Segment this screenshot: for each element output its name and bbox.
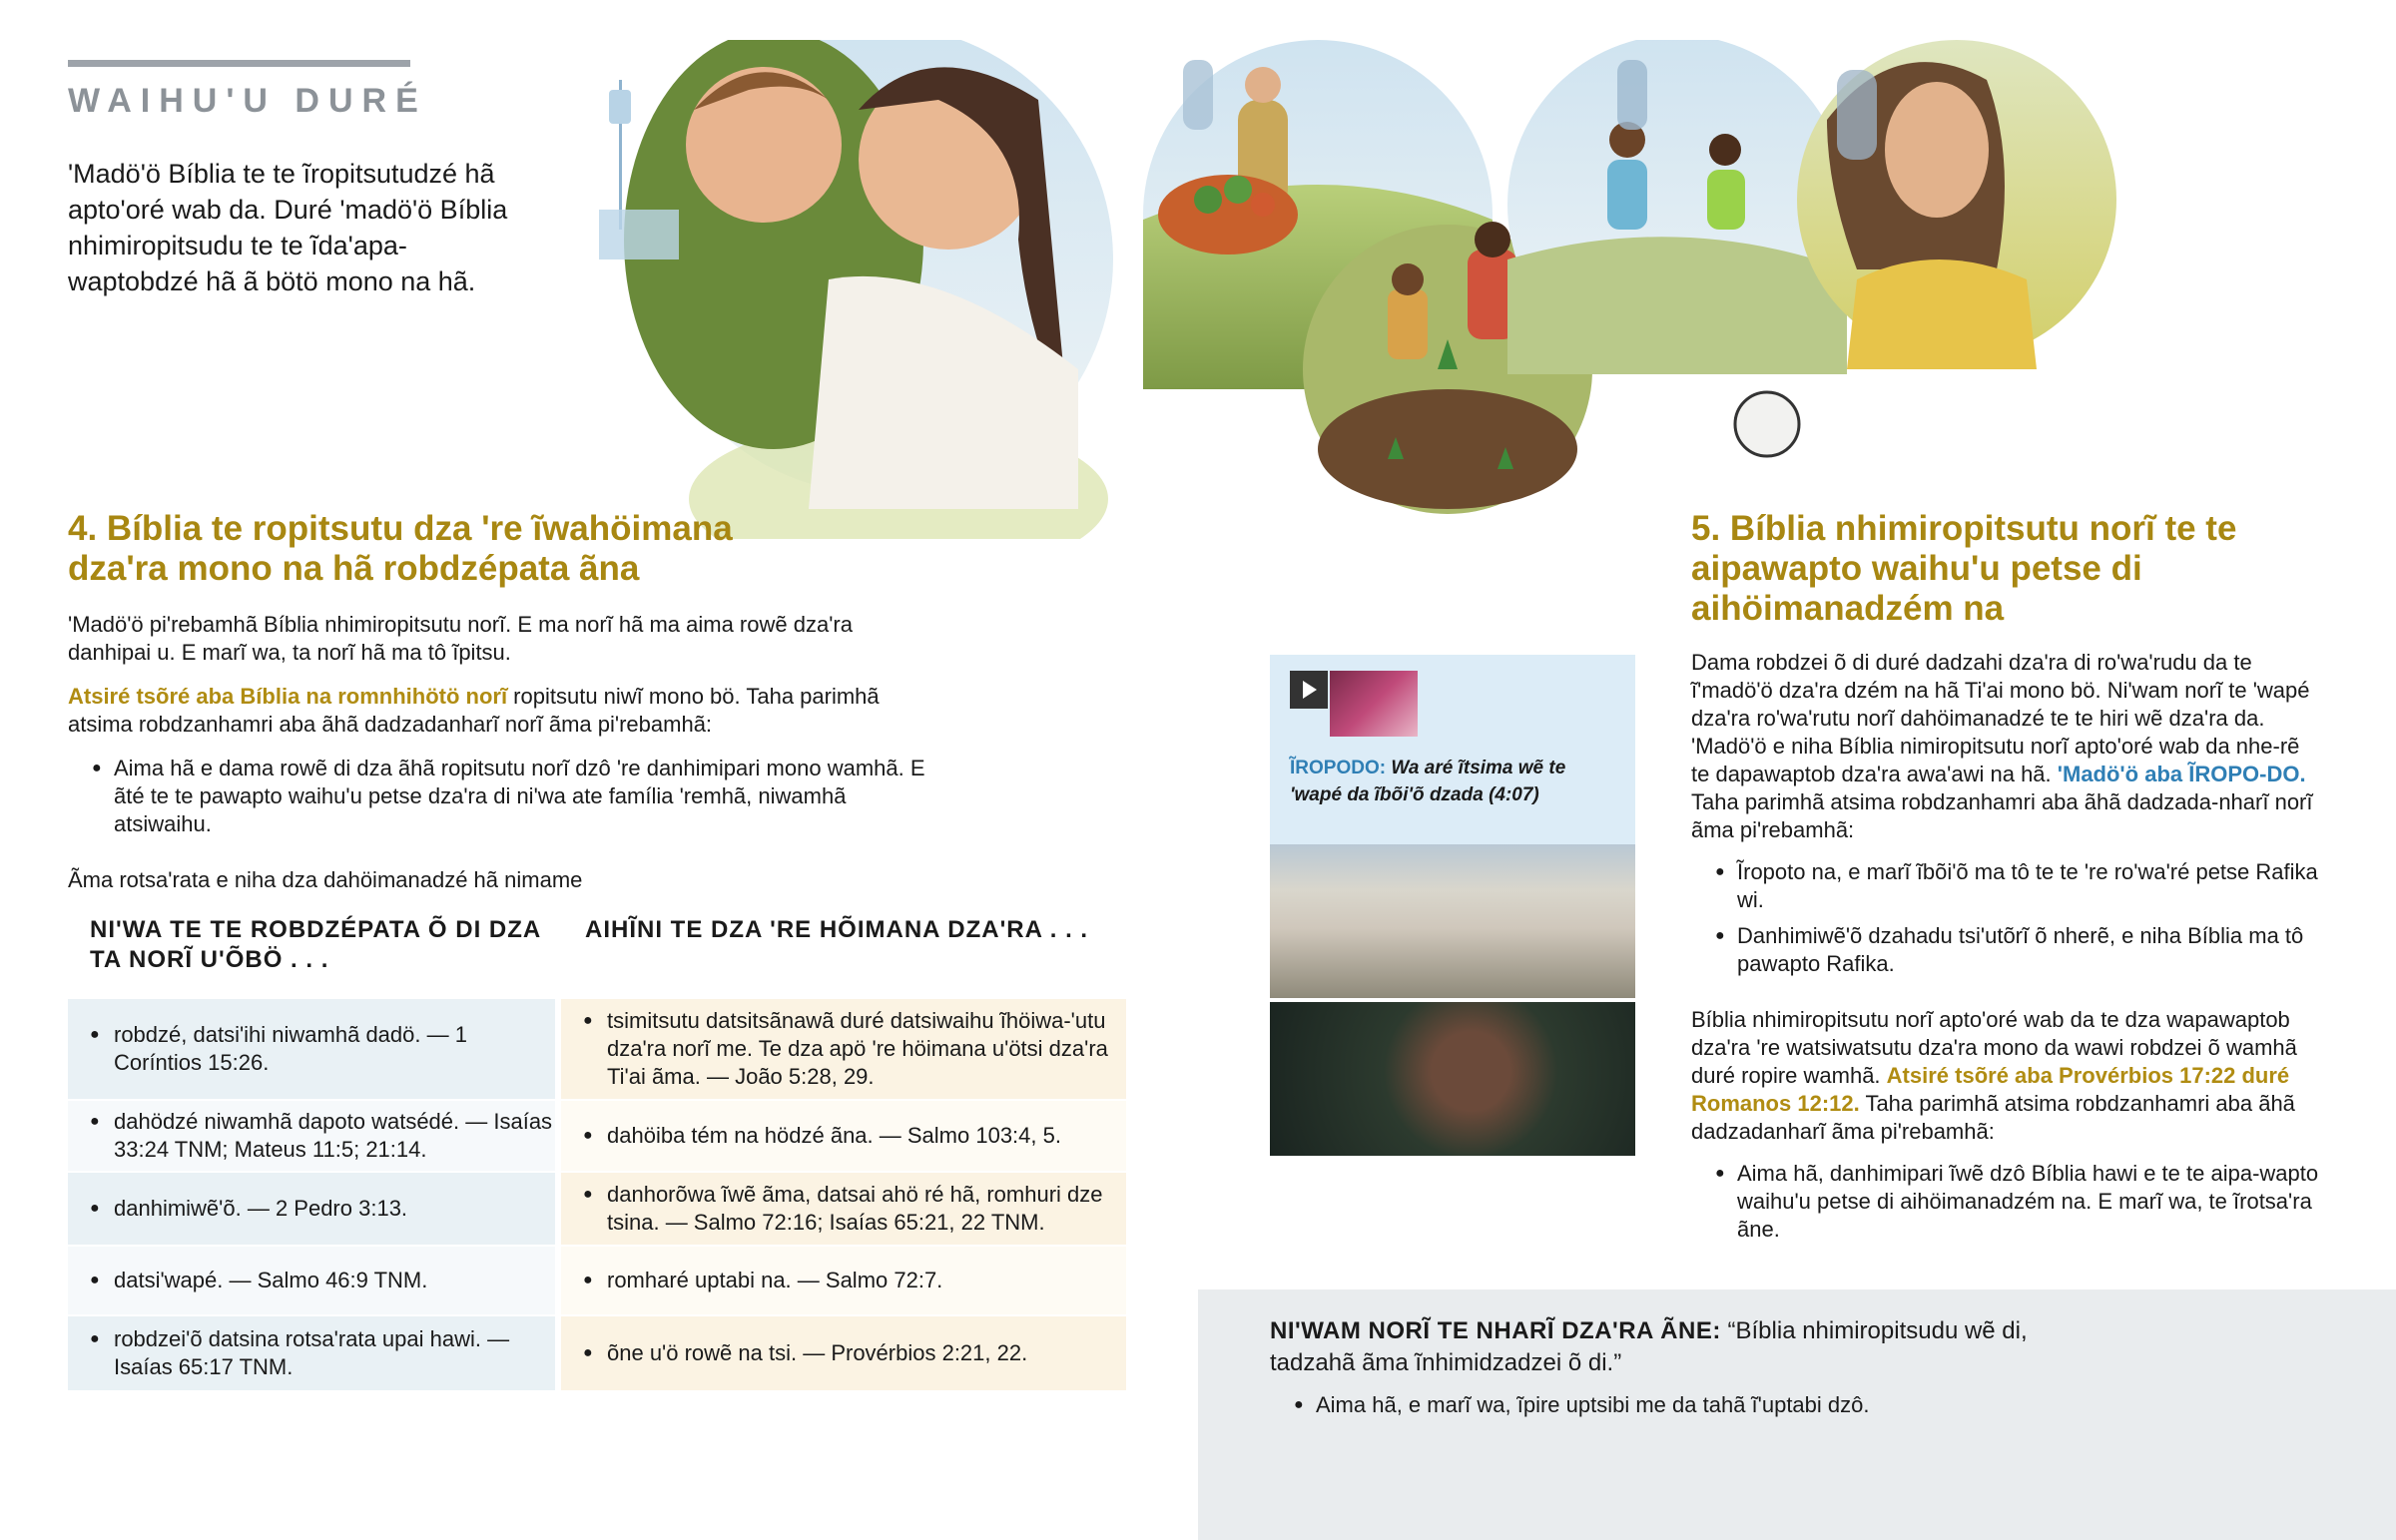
header-rule bbox=[68, 60, 410, 67]
intro-text: 'Madö'ö Bíblia te te ĩropitsutudzé hã apto'oré wab da. Duré 'madö'ö Bíblia nhimiropitsudu te te ĩda'apa-waptobdzé hã ã bötö mono na hã. bbox=[68, 159, 508, 296]
table-row bbox=[68, 1101, 1126, 1171]
video-card[interactable] bbox=[1270, 655, 1635, 1156]
section-5-bullets-1 bbox=[1691, 858, 2320, 978]
table-cell-right: ● romharé uptabi na. — Salmo 72:7. bbox=[561, 1267, 942, 1294]
table-cell-right: ● õne u'ö rowẽ na tsi. — Provérbios 2:21, 22. bbox=[561, 1339, 1027, 1367]
list-item: ● Aima hã e dama rowẽ di dza ãhã ropitsutu norĩ dzô 're danhimipari mono wamhã. E ãté te te pawapto waihu'u petse dza'ra di ni'wa ate família 'remhã, niwamhã atsiwaihu. bbox=[68, 755, 926, 838]
table-cell-left: ● robdzei'õ datsina rotsa'rata upai hawi. — Isaías 65:17 TNM. bbox=[68, 1325, 555, 1381]
video-card-header bbox=[1270, 655, 1635, 844]
table-cell-left: ● dahödzé niwamhã dapoto watsédé. — Isaías 33:24 TNM; Mateus 11:5; 21:14. bbox=[68, 1108, 555, 1164]
table-cell-left: ● datsi'wapé. — Salmo 46:9 TNM. bbox=[68, 1267, 427, 1294]
video-still-smiling-woman bbox=[1270, 1002, 1635, 1156]
table-cell-right: ● dahöiba tém na hödzé ãna. — Salmo 103:4, 5. bbox=[561, 1122, 1061, 1150]
list-item: ● Ĩropoto na, e marĩ ĩbõi'õ ma tô te te 're ro'wa'ré petse Rafika wi. bbox=[1691, 858, 2320, 914]
section-4-bullets bbox=[68, 755, 926, 838]
objection-text: NI'WAM NORĨ TE NHARĨ DZA'RA ÃNE: “Bíblia nhimiropitsudu wẽ di, tadzahã ãma ĩnhimidzadzei õ di.” bbox=[1270, 1317, 2028, 1376]
scripture-reading-link[interactable]: Atsiré tsõré aba Provérbios 17:22 duré Romanos 12:12. bbox=[1691, 1063, 2290, 1116]
table-cell-left: ● danhimiwẽ'õ. — 2 Pedro 3:13. bbox=[68, 1195, 407, 1223]
watch-video-link[interactable]: 'Madö'ö aba ĨROPO-DO. bbox=[2057, 762, 2306, 786]
list-item: ● Aima hã, e marĩ wa, ĩpire uptsibi me da tahã ĩ'uptabi dzô. bbox=[1270, 1391, 2108, 1419]
section-5-paragraph-2: Bíblia nhimiropitsutu norĩ apto'oré wab da te dza wapawaptob dza'ra 're watsiwatsutu dza'ra mono da wawi robdzei õ wamhã duré ropire wamhã. Atsiré tsõré aba Provérbios 17:22 duré Romanos 12:12. Taha parimhã atsima robdzanhamri aba ãhã dadzadanharĩ ãma pi'rebamhã: bbox=[1691, 1007, 2297, 1144]
list-item: ● Aima hã, danhimipari ĩwẽ dzô Bíblia hawi e te te aipa-wapto waihu'u petse di aihöimanadzém na. E marĩ wa, te ĩrotsa'ra ãne. bbox=[1691, 1160, 2320, 1244]
objection-bullets bbox=[1270, 1391, 2108, 1419]
table-row bbox=[68, 1173, 1126, 1245]
list-item: ● Danhimiwẽ'õ dzahadu tsi'utõrĩ õ nherẽ, e niha Bíblia ma tô pawapto Rafika. bbox=[1691, 922, 2320, 978]
section-label: WAIHU'U DURÉ bbox=[68, 82, 427, 120]
section-5-title: 5. Bíblia nhimiropitsutu norĩ te te aipawapto waihu'u petse di aihöimanadzém na bbox=[1691, 509, 2237, 628]
table-cell-left: ● robdzé, datsi'ihi niwamhã dadö. — 1 Coríntios 15:26. bbox=[68, 1021, 555, 1077]
video-still-cotton-field bbox=[1270, 844, 1635, 998]
section-5-bullets-2 bbox=[1691, 1160, 2320, 1244]
objection-label: NI'WAM NORĨ TE NHARĨ DZA'RA ÃNE: bbox=[1270, 1317, 1721, 1344]
table-cell-right: ● tsimitsutu datsitsãnawã duré datsiwaihu ĩhöiwa-'utu dza'ra norĩ me. Te dza apö 're höimana u'ötsi dza'ra Ti'ai ãma. — João 5:28, 29. bbox=[561, 1007, 1126, 1091]
table-row bbox=[68, 999, 1126, 1099]
bible-reading-link[interactable]: Atsiré tsõré aba Bíblia na romnhihötö norĩ bbox=[68, 684, 508, 709]
section-4-title: 4. Bíblia te ropitsutu dza 're ĩwahöimana dza'ra mono na hã robdzépata ãna bbox=[68, 509, 733, 588]
play-icon[interactable] bbox=[1290, 671, 1328, 709]
header-illustration bbox=[599, 40, 2276, 539]
section-5-paragraph-1: Dama robdzei õ di duré dadzahi dza'ra di ro'wa'rudu da te ĩ'madö'ö dza'ra dzém na hã Ti'ai mono bö. Ni'wam norĩ te 'wapé dza'ra ro'wa'rutu norĩ dahöimanadzé te te hiri wẽ dza'ra da. 'Madö'ö e niha Bíblia nimiropitsutu norĩ apto'oré wab da nhe-rẽ te dapawaptob dza'ra awa'awi na hã. 'Madö'ö aba ĨROPO-DO. Taha parimhã atsima robdzanhamri aba ãhã dadzada-nharĩ norĩ ãma pi'rebamhã: bbox=[1691, 650, 2313, 842]
table-row bbox=[68, 1247, 1126, 1314]
section-4-paragraph-2: Atsiré tsõré aba Bíblia na romnhihötö norĩ ropitsutu niwĩ mono bö. Taha parimhã atsima robdzanhamri aba ãhã dadzadanharĩ norĩ ãma pi'rebamhã: bbox=[68, 684, 880, 737]
table-row bbox=[68, 1316, 1126, 1390]
section-4-paragraph-1: 'Madö'ö pi'rebamhã Bíblia nhimiropitsutu norĩ. E ma norĩ hã ma aima rowẽ dza'ra danhipai u. E marĩ wa, ta norĩ hã ma tô ĩpitsu. bbox=[68, 612, 853, 665]
table-cell-right: ● danhorõwa ĩwẽ ãma, datsai ahö ré hã, romhuri dze tsina. — Salmo 72:16; Isaías 65:21, 22 TNM. bbox=[561, 1181, 1126, 1237]
table-header-right: AIHĨNI TE DZA 'RE HÕIMANA DZA'RA . . . bbox=[585, 916, 1089, 943]
video-thumbnail[interactable] bbox=[1330, 671, 1418, 737]
section-5-body bbox=[1691, 649, 2330, 1244]
video-title[interactable]: ĨROPODO: Wa aré ĩtsima wẽ te 'wapé da ĩbõi'õ dzada (4:07) bbox=[1290, 758, 1566, 805]
table-intro: Ãma rotsa'rata e niha dza dahöimanadzé hã nimame bbox=[68, 867, 583, 892]
table-header-left: NI'WA TE TE ROBDZÉPATA Õ DI DZA TA NORĨ U'ÕBÖ . . . bbox=[90, 916, 541, 973]
